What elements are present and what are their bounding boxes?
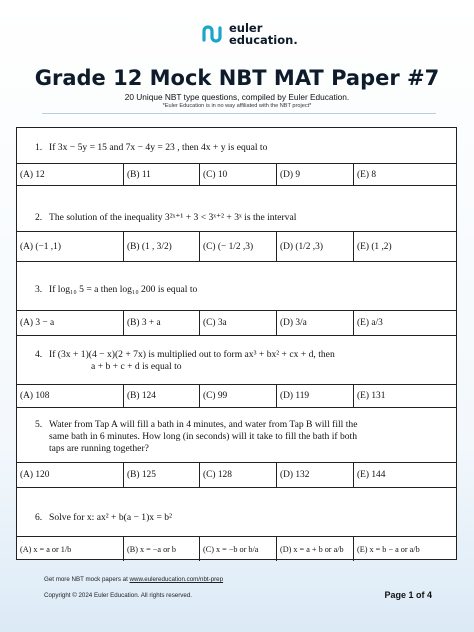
question-3: [17, 262, 456, 311]
options-row-2: [17, 232, 456, 262]
option-c: (C) 3a: [199, 311, 276, 335]
question-prompt: If (3x + 1)(4 − x)(2 + 7x) is multiplied out to form ax³ + bx² + cx + d, then: [49, 349, 335, 360]
option-d: (D) (1/2 ,3): [276, 232, 353, 261]
option-b: (B) x = −a or b: [123, 537, 199, 561]
option-a: (A) x = a or 1/b: [20, 544, 72, 554]
question-prompt: Water from Tap A will fill a bath in 4 minutes, and water from Tap B will fill the: [49, 419, 358, 430]
question-number: 3.: [35, 284, 43, 295]
question-prompt: Solve for x: ax² + b(a − 1)x = b²: [49, 512, 172, 523]
question-text: [35, 212, 446, 223]
option-c: (C) (− 1/2 ,3): [199, 232, 276, 261]
disclaimer: *Euler Education is in no way affiliated with the NBT project*: [162, 103, 312, 109]
option-d: (D) 132: [276, 463, 353, 487]
question-number: 1.: [35, 142, 43, 153]
option-d: (D) 9: [276, 164, 353, 185]
question-prompt: If 3x − 5y = 15 and 7x − 4y = 23 , then 4x + y is equal to: [49, 142, 268, 153]
question-prompt: If log₁₀ 5 = a then log₁₀ 200 is equal to: [49, 284, 198, 295]
options-row-3: [17, 311, 456, 336]
copyright: Copyright © 2024 Euler Education. All rights reserved.: [44, 592, 192, 599]
page-title: Grade 12 Mock NBT MAT Paper #7: [34, 66, 440, 90]
option-b: (B) 125: [123, 463, 199, 487]
option-c: (C) x = −b or b/a: [199, 537, 276, 561]
question-text-cont: taps are running together?: [49, 443, 149, 454]
option-a: (A) 3 − a: [20, 318, 55, 328]
option-b: (B) (1 , 3/2): [123, 232, 199, 261]
footer-prefix: Get more NBT mock papers at: [44, 576, 130, 583]
option-a: (A) 12: [20, 169, 45, 180]
brand-line2: education.: [229, 33, 298, 47]
brand-name: [229, 22, 298, 46]
option-d: (D) 3/a: [276, 311, 353, 335]
option-e: (E) x = b − a or a/b: [353, 537, 458, 561]
option-a: (A) 108: [20, 391, 50, 401]
option-a: (A) (−1 ,1): [20, 241, 61, 252]
brand-logo: [200, 22, 298, 46]
question-number: 5.: [35, 419, 43, 430]
question-5: [17, 408, 456, 463]
footer-link[interactable]: www.eulereducation.com/nbt-prep: [129, 576, 224, 583]
question-prompt: The solution of the inequality 3²ˣ⁺¹ + 3 < 3ˣ⁺² + 3ˣ is the interval: [49, 212, 297, 223]
question-text: [35, 512, 446, 523]
divider: [42, 113, 436, 114]
question-table: [16, 127, 457, 560]
question-text-cont: same bath in 6 minutes. How long (in seconds) will it take to fill the bath if both: [49, 431, 358, 442]
question-number: 2.: [35, 212, 43, 223]
page-number: Page 1 of 4: [384, 590, 432, 600]
euler-logo-icon: [200, 22, 224, 46]
footer-promo: [44, 576, 223, 583]
brand-line1: euler: [229, 21, 263, 35]
option-d: (D) 119: [276, 385, 353, 407]
question-text: [35, 419, 446, 430]
option-e: (E) 144: [353, 463, 458, 487]
question-1: [17, 128, 456, 164]
question-number: 6.: [35, 512, 43, 523]
question-text-cont: a + b + c + d is equal to: [91, 361, 182, 372]
option-c: (C) 128: [199, 463, 276, 487]
option-e: (E) (1 ,2): [353, 232, 458, 261]
option-d: (D) x = a + b or a/b: [276, 537, 353, 561]
options-row-6: [17, 537, 456, 561]
options-row-1: [17, 164, 456, 186]
question-text: [35, 142, 446, 153]
options-row-5: [17, 463, 456, 488]
option-b: (B) 11: [123, 164, 199, 185]
options-row-4: [17, 385, 456, 408]
option-e: (E) 8: [353, 164, 458, 185]
option-e: (E) 131: [353, 385, 458, 407]
option-e: (E) a/3: [353, 311, 458, 335]
option-a: (A) 120: [20, 470, 50, 480]
option-b: (B) 3 + a: [123, 311, 199, 335]
question-6: [17, 488, 456, 537]
option-c: (C) 10: [199, 164, 276, 185]
question-4: [17, 336, 456, 385]
page-subtitle: 20 Unique NBT type questions, compiled by Euler Education.: [124, 92, 350, 102]
question-number: 4.: [35, 349, 43, 360]
option-b: (B) 124: [123, 385, 199, 407]
question-text: [35, 349, 446, 360]
option-c: (C) 99: [199, 385, 276, 407]
question-text: [35, 284, 446, 295]
question-2: [17, 186, 456, 232]
